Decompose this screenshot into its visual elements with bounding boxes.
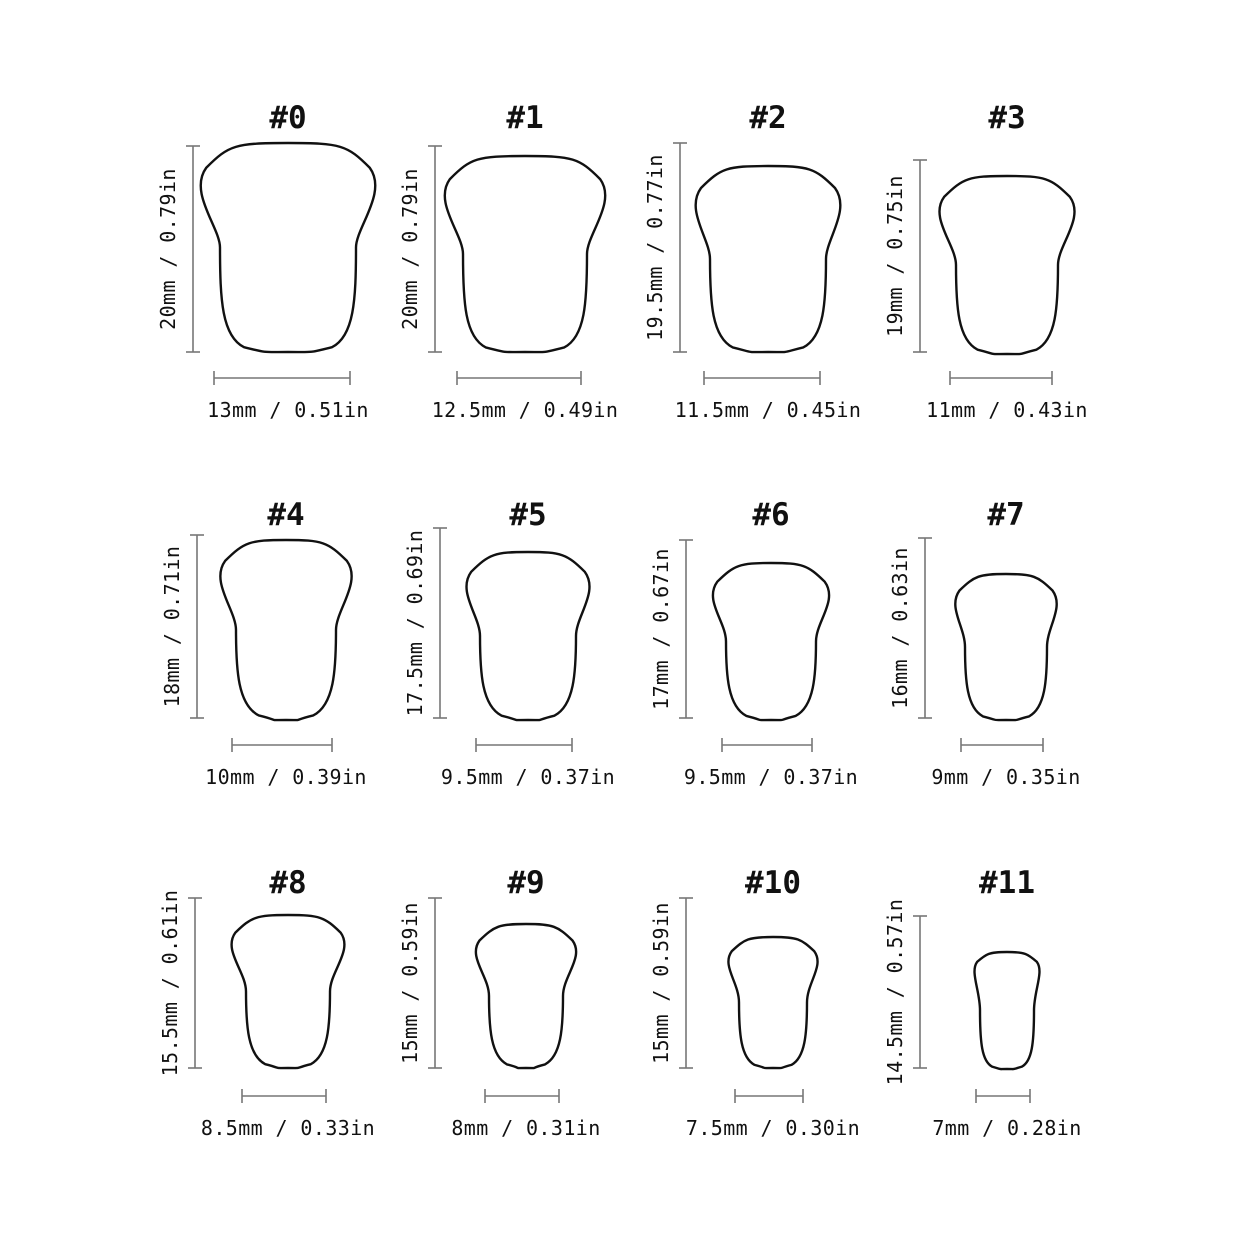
size-label: #0 (269, 100, 307, 136)
width-label: 11mm / 0.43in (926, 398, 1088, 422)
nail-shape (201, 143, 376, 352)
height-label: 16mm / 0.63in (888, 547, 912, 709)
width-label: 8.5mm / 0.33in (200, 1116, 376, 1140)
nail-shape (696, 166, 841, 352)
height-label: 15.5mm / 0.61in (158, 889, 182, 1077)
size-label: #6 (752, 497, 790, 533)
width-label: 9.5mm / 0.37in (683, 765, 859, 789)
height-label: 20mm / 0.79in (156, 168, 180, 330)
size-label: #11 (979, 865, 1035, 901)
size-label: #3 (988, 100, 1026, 136)
size-label: #7 (987, 497, 1025, 533)
nail-shape (955, 574, 1056, 720)
nail-shape (445, 156, 605, 352)
height-label: 20mm / 0.79in (398, 168, 422, 330)
size-label: #4 (267, 497, 305, 533)
nail-shape (466, 552, 589, 720)
size-label: #1 (506, 100, 544, 136)
height-label: 18mm / 0.71in (160, 545, 184, 708)
width-label: 7mm / 0.28in (932, 1116, 1082, 1140)
width-label: 8mm / 0.31in (451, 1116, 601, 1140)
height-label: 19mm / 0.75in (883, 175, 907, 337)
nail-shape (975, 952, 1040, 1069)
height-label: 15mm / 0.59in (398, 902, 422, 1064)
width-label: 7.5mm / 0.30in (685, 1116, 861, 1140)
nail-shape (939, 176, 1074, 354)
width-label: 9.5mm / 0.37in (440, 765, 616, 789)
size-label: #5 (509, 497, 547, 533)
nail-shape (476, 924, 576, 1068)
size-label: #8 (269, 865, 307, 901)
width-label: 9mm / 0.35in (931, 765, 1081, 789)
width-label: 12.5mm / 0.49in (431, 398, 619, 422)
size-label: #2 (749, 100, 787, 136)
width-label: 13mm / 0.51in (207, 398, 369, 422)
nail-shape (713, 563, 829, 720)
height-label: 15mm / 0.59in (649, 902, 673, 1064)
height-label: 19.5mm / 0.77in (643, 154, 667, 341)
size-label: #9 (507, 865, 545, 901)
width-label: 11.5mm / 0.45in (674, 398, 862, 422)
nail-shape (728, 937, 817, 1068)
height-label: 17mm / 0.67in (649, 548, 673, 710)
height-label: 14.5mm / 0.57in (883, 898, 907, 1086)
size-label: #10 (745, 865, 801, 901)
width-label: 10mm / 0.39in (205, 765, 367, 789)
height-label: 17.5mm / 0.69in (403, 529, 427, 717)
nail-shape (232, 915, 345, 1068)
nail-shape (220, 540, 351, 720)
